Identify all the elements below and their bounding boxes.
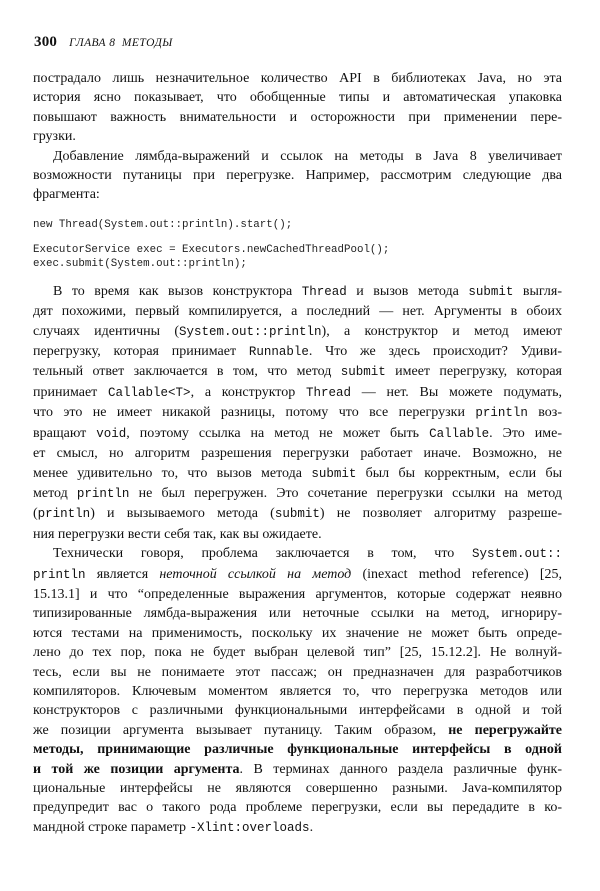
- inline-code: void: [96, 426, 127, 441]
- text-run: перегрузку, которая принимает: [33, 344, 249, 360]
- inline-code: Runnable: [248, 345, 309, 360]
- text-line: [33, 282, 562, 302]
- text-line: конструкторов с различными функциональными интерфейсами в одной и той: [33, 703, 562, 719]
- bold-text: и той же позиции аргумента: [33, 761, 240, 777]
- inline-code: println: [33, 567, 86, 582]
- text-line: пострадало лишь незначительное количество API в библиотеках Java, но эта: [33, 71, 562, 86]
- running-head: [34, 34, 562, 52]
- text-line: типизированные лямбда-выражения или неточные ссылки на метод, игнориру-: [33, 606, 562, 622]
- inline-code: println: [37, 507, 91, 522]
- text-run: воз-: [527, 405, 562, 421]
- text-line: [33, 721, 562, 740]
- text-line: [33, 342, 562, 362]
- text-line: [33, 484, 562, 504]
- text-run: же позиции аргумента вызывает путаницу. Таким образом,: [33, 722, 449, 738]
- text-run: выгля-: [513, 283, 562, 299]
- text-run: был бы корректным, если бы: [356, 465, 562, 481]
- text-run: принимает: [33, 384, 109, 400]
- code-snippet-2-line-1: ExecutorService exec = Executors.newCachedThreadPool();: [33, 243, 390, 256]
- inline-code: Thread: [306, 385, 352, 400]
- text-line: Добавление лямбда-выражений и ссылок на методы в Java 8 увеличивает: [53, 148, 562, 164]
- text-run: .: [309, 819, 314, 835]
- text-run: (inexact method reference) [25,: [351, 566, 562, 582]
- text-line: [33, 383, 562, 403]
- text-run: , а конструктор: [190, 384, 306, 400]
- paragraph-2: [33, 147, 562, 205]
- text-line: фрагмента:: [33, 187, 100, 203]
- text-run: и вызов метода: [346, 283, 469, 299]
- text-run: мандной строке параметр: [33, 819, 190, 835]
- text-line: [33, 760, 562, 779]
- chapter-title: МЕТОДЫ: [121, 37, 173, 49]
- text-line: возможности путаницы при перегрузке. Например, рассмотрим следующие два: [33, 168, 562, 184]
- paragraph-1: [33, 69, 562, 147]
- text-run: не был перегружен. Это сочетание перегрузки ссылки на метод: [129, 485, 562, 501]
- text-line: история ясно показывает, что обобщенные типы и автоматическая упаковка: [33, 90, 562, 106]
- text-run: менее удивительно то, что вызов метода: [33, 465, 312, 481]
- text-line: 15.13.1] и что “определенные выражения аргументов, которые содержат неявно: [33, 586, 562, 602]
- paragraph-4: [33, 544, 562, 838]
- text-run: ), а конструктор и метод имеют: [321, 323, 562, 339]
- text-run: (: [33, 506, 38, 522]
- emphasis-term: неточной ссылкой на метод: [159, 566, 352, 582]
- text-run: ) не позволяет алгоритму разреше-: [319, 506, 562, 522]
- bold-text: не перегружайте: [448, 722, 562, 738]
- text-line: методы, принимающие различные функциональные интерфейсы в одной: [33, 742, 562, 758]
- text-line: компиляторов. Ключевым моментом является то, что перегрузка методов или: [33, 683, 562, 699]
- text-run: . В терминах данного раздела различные функ-: [239, 761, 562, 777]
- text-run: . Это име-: [489, 425, 562, 441]
- text-run: метод: [33, 485, 77, 501]
- inline-code: Thread: [301, 284, 347, 299]
- text-run: что это не имеет никакой разницы, потому что все перегрузки: [33, 405, 476, 421]
- text-line: [33, 544, 562, 564]
- inline-code: println: [76, 486, 130, 501]
- inline-code: System.out::println: [179, 324, 322, 339]
- text-line: лено до тех пор, пока не будет выбран целевой тип” [25, 15.12.2]. Не волнуй-: [33, 645, 562, 661]
- text-line: ния перегрузки вести себя так, как вы ожидаете.: [33, 526, 322, 542]
- paragraph-3: [33, 282, 562, 544]
- inline-code: submit: [468, 284, 514, 299]
- text-line: грузки.: [33, 129, 76, 145]
- text-line: [33, 403, 562, 423]
- text-line: [33, 464, 562, 484]
- inline-code: submit: [274, 507, 320, 522]
- inline-code: println: [475, 406, 528, 421]
- text-run: имеет перегрузку, которая: [385, 364, 562, 380]
- page-number: 300: [34, 34, 58, 50]
- text-line: [33, 565, 562, 585]
- text-line: [33, 504, 562, 524]
- text-line: тесь, если вы не понимаете этот пассаж; он предназначен для разработчиков: [33, 664, 562, 680]
- text-line: [33, 818, 562, 838]
- text-run: , поэтому ссылка на метод не может быть: [126, 425, 430, 441]
- chapter-label: [69, 37, 173, 49]
- text-line: [33, 322, 562, 342]
- text-run: ) и вызываемого метода (: [90, 506, 275, 522]
- text-run: — нет. Вы можете подумать,: [351, 384, 562, 400]
- text-line: [33, 362, 562, 382]
- inline-code: -Xlint:overloads: [189, 820, 310, 835]
- text-line: повышают важность внимательности и осторожности при применении пере-: [33, 109, 562, 125]
- inline-code: submit: [340, 365, 386, 380]
- text-run: является: [85, 566, 160, 582]
- inline-code: Callable: [429, 426, 490, 441]
- body-text: [33, 69, 562, 838]
- text-run: Технически говоря, проблема заключается в том, что: [53, 546, 472, 562]
- text-run: тельный ответ заключается в том, что метод: [33, 364, 341, 380]
- text-run: В то время как вызов конструктора: [53, 283, 302, 299]
- text-line: циональные интерфейсы не являются совершенно разными. Java-компилятор: [33, 781, 562, 796]
- inline-code: System.out::: [471, 547, 562, 562]
- text-run: случаях идентичны (: [33, 323, 180, 339]
- text-line: ет смысл, но алгоритм разрешения перегрузки работает иначе. Возможно, не: [33, 446, 562, 462]
- text-line: предупредит вас о такого рода проблеме перегрузки, если вы передадите в ко-: [33, 800, 562, 816]
- text-line: дят похожими, первый компилируется, а последний — нет. Аргументы в обоих: [33, 304, 562, 320]
- inline-code: submit: [311, 466, 357, 481]
- text-line: ются тестами на применимость, поскольку их значение не может быть опреде-: [33, 625, 562, 641]
- code-snippet-2-line-2: exec.submit(System.out::println);: [33, 257, 247, 270]
- code-snippet-1: new Thread(System.out::println).start();: [33, 218, 293, 231]
- text-run: вращают: [33, 425, 97, 441]
- text-run: . Что же здесь происходит? Удиви-: [308, 344, 563, 360]
- chapter-number: ГЛАВА 8: [69, 37, 116, 49]
- inline-code: Callable<T>: [108, 385, 191, 400]
- text-line: [33, 424, 562, 444]
